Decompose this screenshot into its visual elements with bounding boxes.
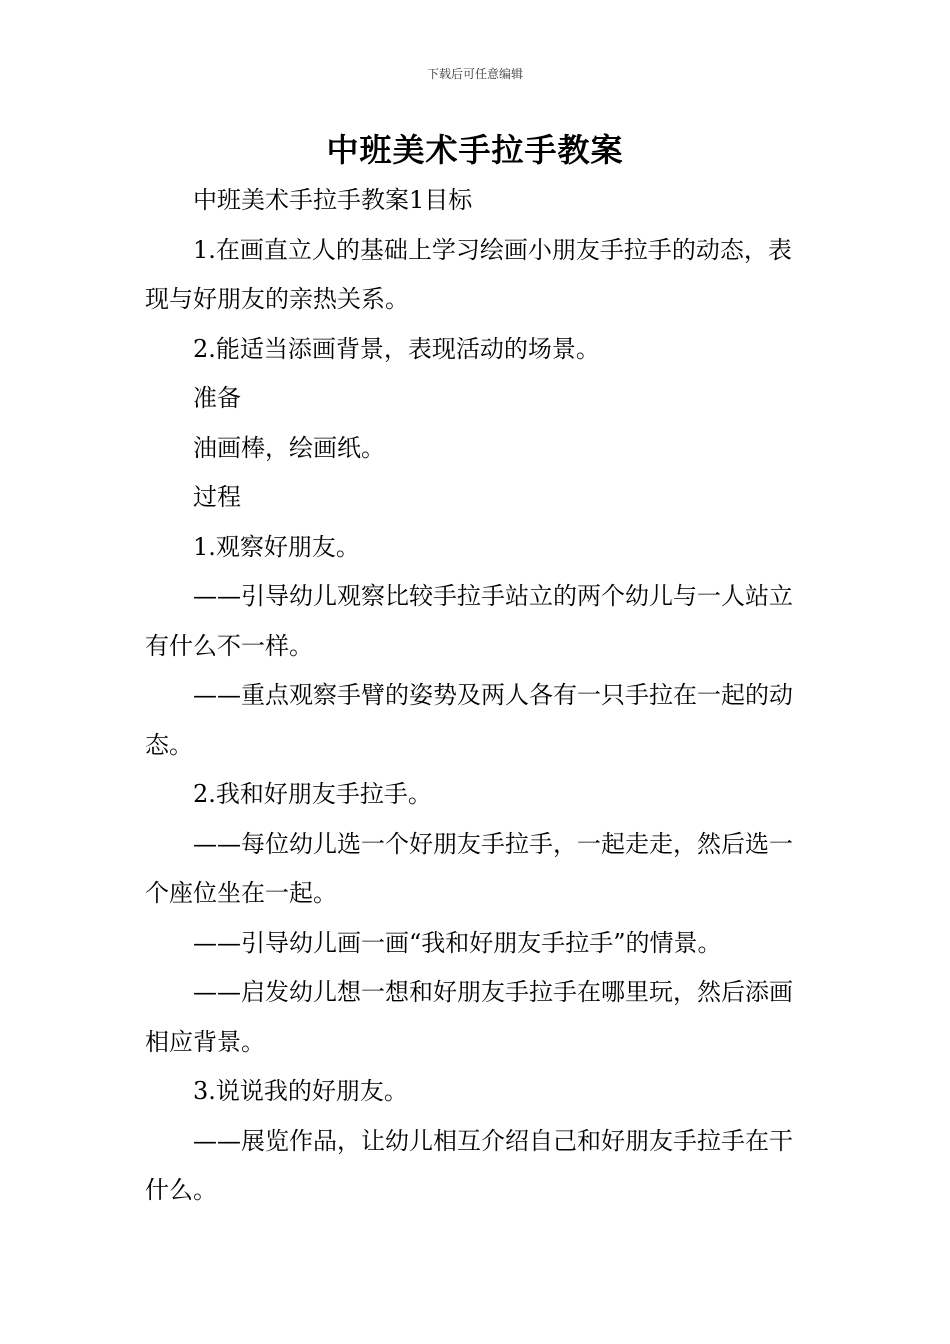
paragraph-materials: 油画棒，绘画纸。 bbox=[193, 433, 385, 462]
paragraph-preparation-heading: 准备 bbox=[193, 384, 241, 412]
paragraph-step-3: 3.说说我的好朋友。 bbox=[193, 1077, 408, 1105]
paragraph-goal-1: 1.在画直立人的基础上学习绘画小朋友手拉手的动态，表现与好朋友的亲热关系。 bbox=[145, 235, 792, 313]
paragraph-step-1-item-1: ——引导幼儿观察比较手拉手站立的两个幼儿与一人站立有什么不一样。 bbox=[145, 582, 793, 660]
paragraph-process-heading: 过程 bbox=[193, 483, 241, 511]
paragraph-step-2: 2.我和好朋友手拉手。 bbox=[193, 780, 432, 808]
paragraph-lesson-heading: 中班美术手拉手教案1目标 bbox=[193, 186, 473, 214]
paragraph-step-2-item-2: ——引导幼儿画一画“我和好朋友手拉手”的情景。 bbox=[193, 928, 722, 957]
page-header-note: 下载后可任意编辑 bbox=[426, 67, 523, 81]
paragraph-step-1: 1.观察好朋友。 bbox=[193, 532, 360, 561]
paragraph-step-2-item-1: ——每位幼儿选一个好朋友手拉手，一起走走，然后选一个座位坐在一起。 bbox=[145, 829, 793, 907]
paragraph-step-2-item-3: ——启发幼儿想一想和好朋友手拉手在哪里玩，然后添画相应背景。 bbox=[145, 978, 793, 1056]
paragraph-step-1-item-2: ——重点观察手臂的姿势及两人各有一只手拉在一起的动态。 bbox=[145, 681, 793, 759]
paragraph-step-3-item-1: ——展览作品，让幼儿相互介绍自己和好朋友手拉手在干什么。 bbox=[145, 1126, 793, 1204]
document-body bbox=[145, 176, 810, 1216]
document-title: 中班美术手拉手教案 bbox=[326, 131, 624, 169]
paragraph-goal-2: 2.能适当添画背景，表现活动的场景。 bbox=[193, 334, 600, 363]
